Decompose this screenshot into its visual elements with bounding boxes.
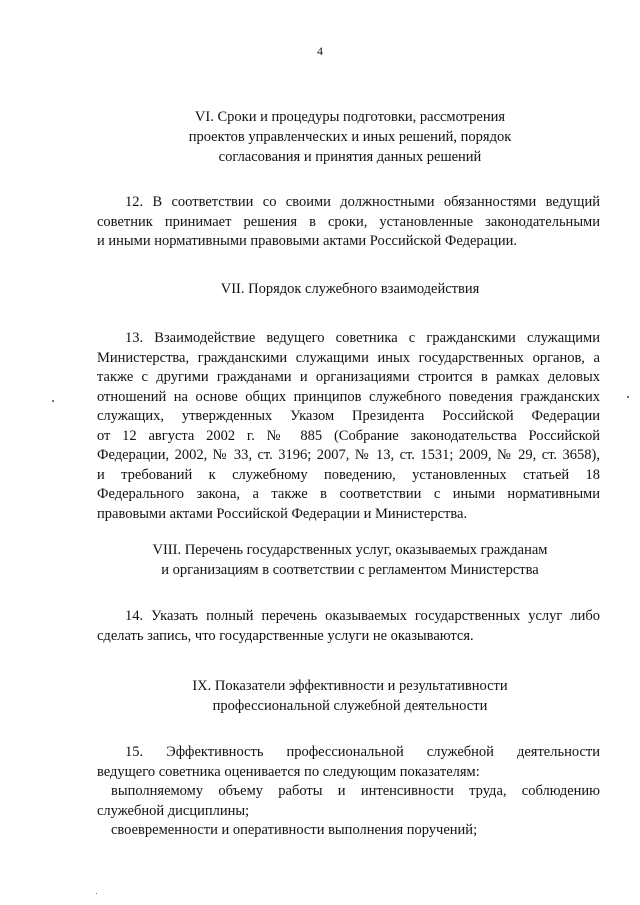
- heading-line: VII. Порядок служебного взаимодействия: [220, 281, 480, 297]
- paragraph-line: советник принимает решения в сроки, установленные законодательными: [97, 213, 600, 230]
- paragraph-line: служебной дисциплины;: [97, 802, 250, 819]
- paragraph-line: Федерального закона, а также в соответствии с иными нормативными: [97, 486, 600, 502]
- paragraph-line: служащих, утвержденных Указом Президента Российской Федерации: [97, 408, 600, 424]
- heading-line: профессиональной служебной деятельности: [212, 698, 488, 714]
- section-8-heading: [60, 540, 640, 580]
- heading-line: и организациям в соответствии с регламентом Министерства: [161, 562, 539, 578]
- paragraph-line: выполняемому объему работы и интенсивности труда, соблюдению: [111, 783, 600, 799]
- paragraph-15: [97, 743, 600, 841]
- heading-line: IX. Показатели эффективности и результативности: [192, 678, 508, 694]
- heading-line: VI. Сроки и процедуры подготовки, рассмотрения: [194, 109, 506, 125]
- paragraph-line: ведущего советника оценивается по следующим показателям:: [97, 763, 480, 780]
- paragraph-line: 14. Указать полный перечень оказываемых государственных услуг либо: [125, 608, 600, 624]
- paragraph-line: Федерации, 2002, № 33, ст. 3196; 2007, № 13, ст. 1531; 2009, № 29, ст. 3658),: [97, 447, 600, 463]
- heading-line: согласования и принятия данных решений: [218, 149, 482, 165]
- heading-line: проектов управленческих и иных решений, порядок: [188, 129, 512, 145]
- paragraph-line: и требований к служебному поведению, установленных статьей 18: [97, 466, 600, 483]
- page-number: 4: [317, 44, 323, 58]
- section-7-heading: [60, 279, 640, 299]
- paragraph-line: и иными нормативными правовыми актами Российской Федерации.: [97, 233, 517, 249]
- paragraph-line: правовыми актами Российской Федерации и Министерства.: [97, 505, 468, 522]
- scan-speck: [627, 396, 629, 398]
- paragraph-13: [97, 329, 600, 524]
- paragraph-line: Министерства, гражданскими служащими иных государственных органов, а: [97, 349, 600, 366]
- paragraph-line: 13. Взаимодействие ведущего советника с гражданскими служащими: [125, 330, 600, 346]
- scan-speck: [96, 893, 97, 894]
- scan-speck: [52, 400, 54, 402]
- paragraph-line: отношений на основе общих принципов служебного поведения гражданских: [97, 388, 600, 405]
- paragraph-line: 15. Эффективность профессиональной служебной деятельности: [125, 744, 600, 760]
- paragraph-14: [97, 607, 600, 646]
- section-6-heading: [60, 107, 640, 167]
- section-9-heading: [60, 676, 640, 716]
- paragraph-line: сделать запись, что государственные услуги не оказываются.: [97, 627, 474, 644]
- paragraph-line: своевременности и оперативности выполнения поручений;: [111, 822, 478, 838]
- heading-line: VIII. Перечень государственных услуг, оказываемых гражданам: [152, 542, 548, 558]
- paragraph-line: 12. В соответствии со своими должностными обязанностями ведущий: [125, 194, 600, 210]
- paragraph-line: также с другими гражданами и организациями строится в рамках деловых: [97, 369, 600, 385]
- paragraph-12: [97, 193, 600, 252]
- paragraph-line: от 12 августа 2002 г. № 885 (Собрание законодательства Российской: [97, 427, 600, 444]
